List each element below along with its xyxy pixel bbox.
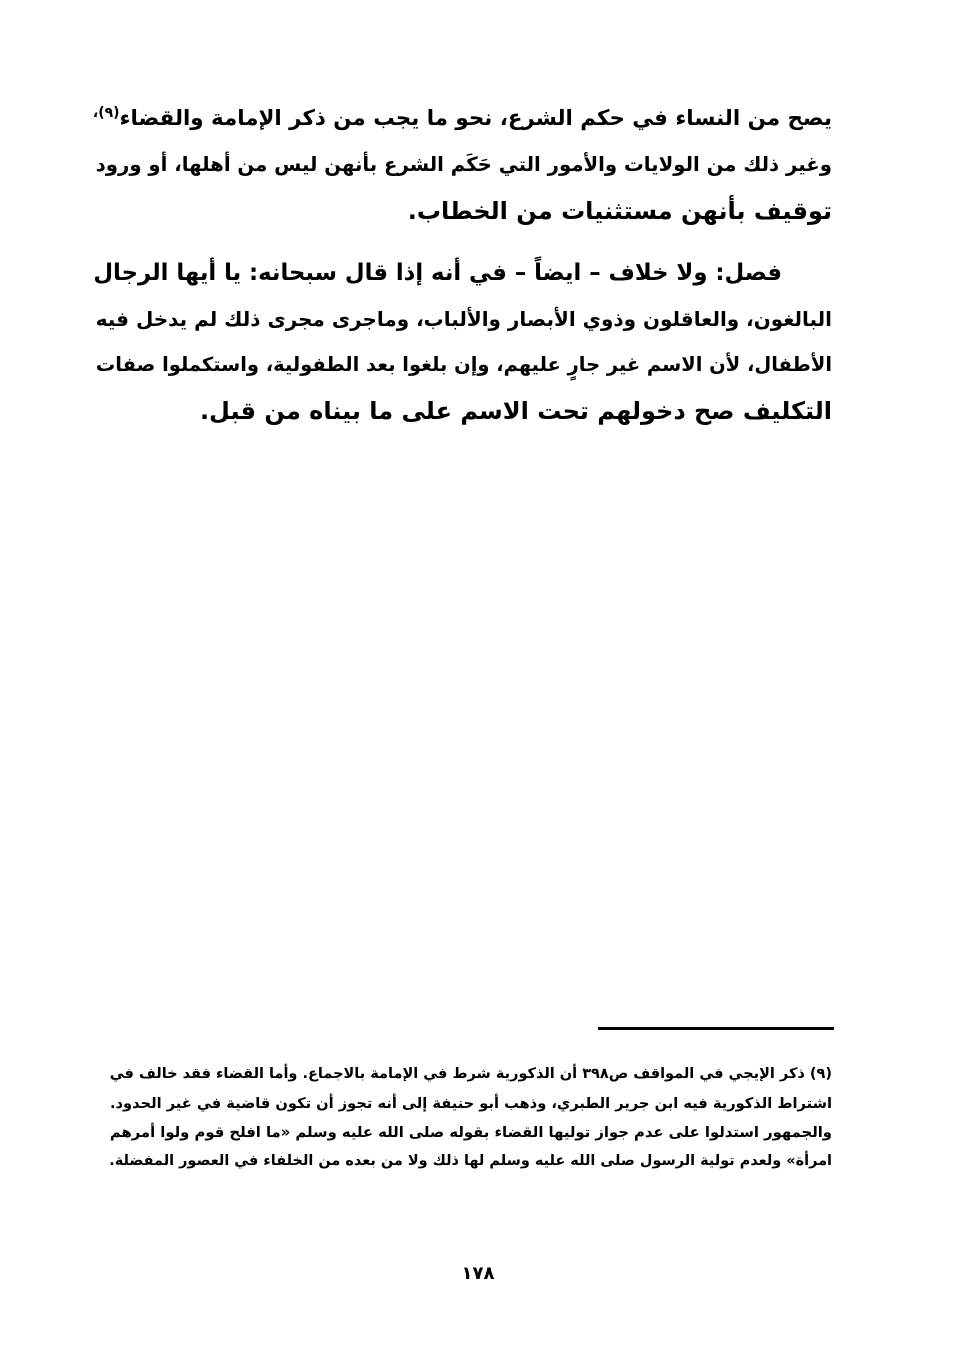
- footnote-reference: (٩)،: [92, 104, 120, 121]
- footnote-9: [94, 1060, 832, 1176]
- footnote-line-1: (٩) ذكر الإيجي في المواقف ص٣٩٨ أن الذكورية شرط في الإمامة بالاجماع. وأما القضاء فقد خالف في: [109, 1066, 832, 1082]
- footnote-divider: [598, 1027, 834, 1030]
- page-number: ١٧٨: [461, 1263, 495, 1284]
- footnote-line-3: والجمهور استدلوا على عدم جواز توليها القضاء بقوله صلى الله عليه وسلم «ما افلح قوم ولوا أمرهم: [109, 1124, 832, 1141]
- paragraph-2: [80, 250, 832, 434]
- paragraph-1: [80, 96, 832, 234]
- footnote-line-4: امرأة» ولعدم تولية الرسول صلى الله عليه وسلم لها ذلك ولا من بعده من الخلفاء في العصور المفضلة.: [109, 1153, 832, 1169]
- paragraph-1-line-3: توقيف بأنهن مستثنيات من الخطاب.: [407, 197, 832, 225]
- paragraph-2-line-1: فصل: ولا خلاف – ايضاً – في أنه إذا قال سبحانه: يا أيها الرجال: [93, 260, 782, 286]
- paragraph-2-line-4: التكليف صح دخولهم تحت الاسم على ما بيناه من قبل.: [199, 397, 832, 425]
- paragraph-2-line-3: الأطفال، لأن الاسم غير جارٍ عليهم، وإن بلغوا بعد الطفولية، واستكملوا صفات: [95, 353, 832, 376]
- paragraph-1-line-2: وغير ذلك من الولايات والأمور التي حَكَم الشرع بأنهن ليس من أهلها، أو ورود: [95, 153, 832, 176]
- footnote-line-2: اشتراط الذكورية فيه ابن جرير الطبري، وذهب أبو حنيفة إلى أنه تجوز أن تكون قاضية في غير الحدود.: [109, 1095, 832, 1112]
- paragraph-1-line-1: [80, 96, 832, 142]
- paragraph-1-line-1-text: يصح من النساء في حكم الشرع، نحو ما يجب من ذكر الإمامة والقضاء: [119, 106, 832, 131]
- paragraph-2-line-2: البالغون، والعاقلون وذوي الأبصار والألباب، وماجرى مجرى ذلك لم يدخل فيه: [95, 307, 832, 331]
